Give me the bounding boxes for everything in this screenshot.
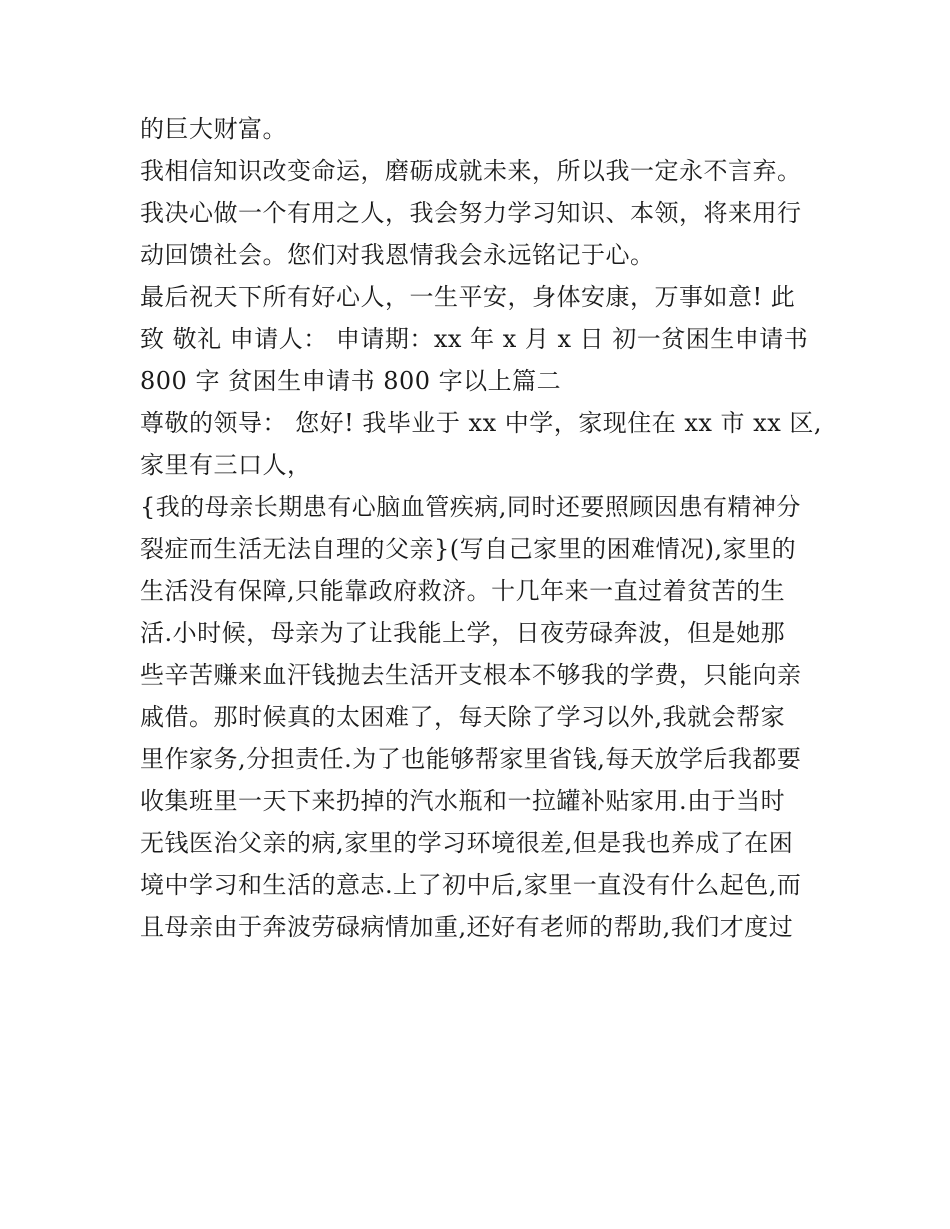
text-line: 最后祝天下所有好心人，一生平安，身体安康，万事如意! 此 — [140, 283, 796, 311]
text-line: 戚借。那时候真的太困难了，每天除了学习以外,我就会帮家 — [140, 703, 786, 731]
text-line: 800 字 贫困生申请书 800 字以上篇二 — [140, 367, 562, 395]
text-line: 家里有三口人， — [140, 451, 312, 479]
text-line: 无钱医治父亲的病,家里的学习环境很差,但是我也养成了在困 — [140, 829, 794, 857]
document-body — [140, 108, 830, 948]
text-line: 活.小时候，母亲为了让我能上学，日夜劳碌奔波，但是她那 — [140, 619, 786, 647]
text-line: 我决心做一个有用之人，我会努力学习知识、本领，将来用行 — [140, 199, 802, 227]
text-line: 且母亲由于奔波劳碌病情加重,还好有老师的帮助,我们才度过 — [140, 913, 794, 941]
text-line: 致 敬礼 申请人： 申请期：xx 年 x 月 x 日 初一贫困生申请书 — [140, 325, 809, 353]
text-line: 收集班里一天下来扔掉的汽水瓶和一拉罐补贴家用.由于当时 — [140, 787, 786, 815]
text-line: 些辛苦赚来血汗钱抛去生活开支根本不够我的学费，只能向亲 — [140, 661, 802, 689]
text-line: 动回馈社会。您们对我恩情我会永远铭记于心。 — [140, 241, 655, 269]
text-line: 尊敬的领导： 您好! 我毕业于 xx 中学，家现住在 xx 市 xx 区, — [140, 409, 823, 437]
text-line: 里作家务,分担责任.为了也能够帮家里省钱,每天放学后我都要 — [140, 745, 802, 773]
text-line: {我的母亲长期患有心脑血管疾病,同时还要照顾因患有精神分 — [140, 493, 801, 521]
text-line: 的巨大财富。 — [140, 115, 287, 143]
text-line: 境中学习和生活的意志.上了初中后,家里一直没有什么起色,而 — [140, 871, 802, 899]
text-line: 裂症而生活无法自理的父亲}(写自己家里的困难情况),家里的 — [140, 535, 797, 563]
text-line: 我相信知识改变命运，磨砺成就未来，所以我一定永不言弃。 — [140, 157, 802, 185]
text-line: 生活没有保障,只能靠政府救济。十几年来一直过着贫苦的生 — [140, 577, 786, 605]
